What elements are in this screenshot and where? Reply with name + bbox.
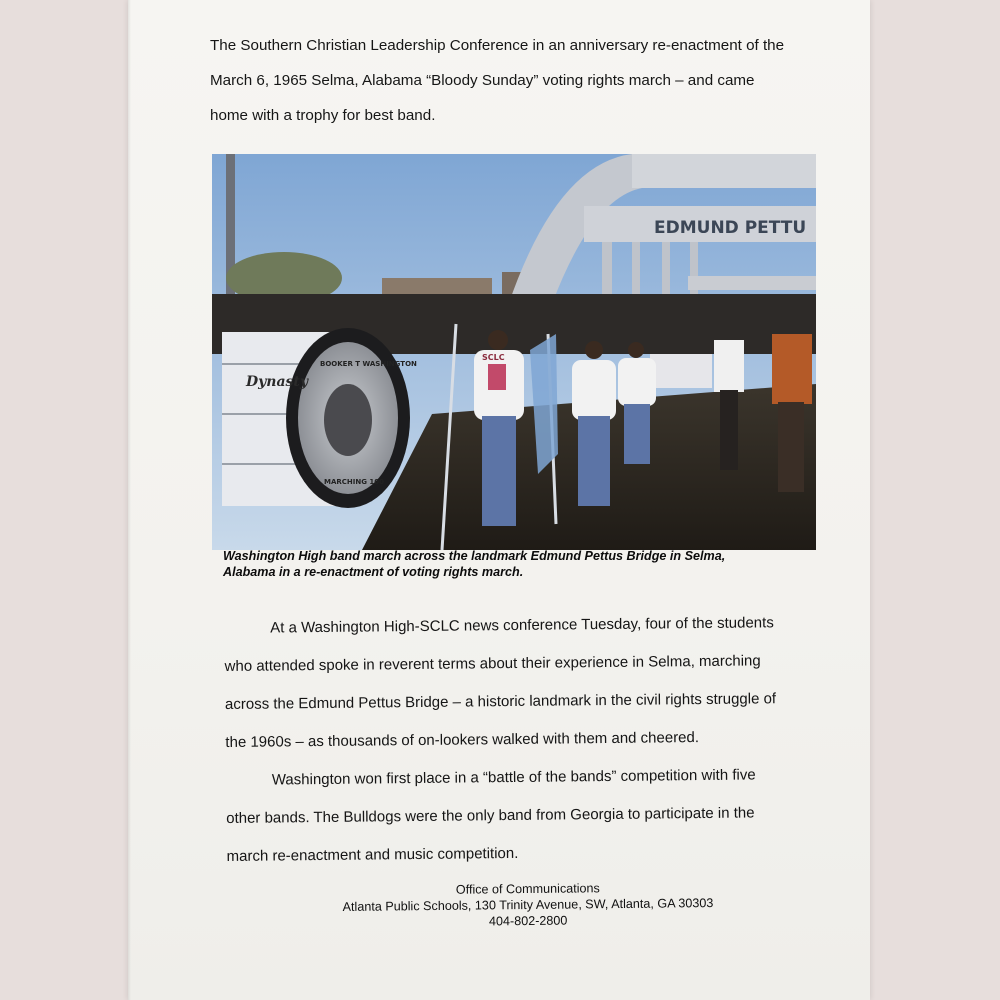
band-march-photo (212, 154, 816, 550)
bridge-lower-beam (688, 276, 816, 290)
paragraph-1-line: At a Washington High-SCLC news conference Tuesday, four of the students (270, 614, 774, 637)
drum-text-top: BOOKER T WASHINGTON (320, 360, 417, 368)
drum-text-bottom: MARCHING 100 (324, 478, 385, 486)
caption-line: Alabama in a re-enactment of voting rights march. (223, 565, 524, 579)
shirt-badge (488, 364, 506, 390)
photo-illustration (212, 154, 816, 550)
footer-address: Atlanta Public Schools, 130 Trinity Avenue, SW, Atlanta, GA 30303 (342, 896, 714, 914)
drum-brand-text: Dynasty (246, 374, 309, 390)
article-body (224, 604, 847, 876)
footer-phone: 404-802-2800 (488, 913, 568, 929)
bridge-top-beam (632, 154, 816, 188)
banner (650, 354, 712, 388)
paragraph-2-line: other bands. The Bulldogs were the only band from Georgia to participate in the (226, 804, 755, 827)
caption-line: Washington High band march across the landmark Edmund Pettus Bridge in Selma, (223, 549, 726, 563)
photo-caption (223, 548, 823, 580)
shirt-badge-text: SCLC (482, 353, 505, 362)
paper-edge-shadow (128, 0, 131, 1000)
paragraph-2-line: Washington won first place in a “battle of the bands” competition with five (271, 766, 756, 789)
marcher (572, 341, 616, 506)
paragraph-1-line: who attended spoke in reverent terms about their experience in Selma, marching (224, 652, 761, 675)
intro-line: The Southern Christian Leadership Conference in an anniversary re-enactment of the (210, 37, 785, 54)
document-page (128, 0, 870, 1000)
bridge-sign-text: EDMUND PETTU (654, 218, 807, 238)
intro-line: home with a trophy for best band. (210, 107, 436, 124)
footer-office: Office of Communications (455, 881, 600, 897)
paragraph-2-line: march re-enactment and music competition. (226, 844, 519, 865)
intro-paragraph (210, 28, 820, 133)
contact-footer (298, 879, 758, 932)
intro-line: March 6, 1965 Selma, Alabama “Bloody Sunday” voting rights march – and came (210, 72, 755, 89)
paragraph-1-line: across the Edmund Pettus Bridge – a historic landmark in the civil rights struggle of (224, 690, 777, 713)
paragraph-1-line: the 1960s – as thousands of on-lookers walked with them and cheered. (225, 729, 700, 751)
